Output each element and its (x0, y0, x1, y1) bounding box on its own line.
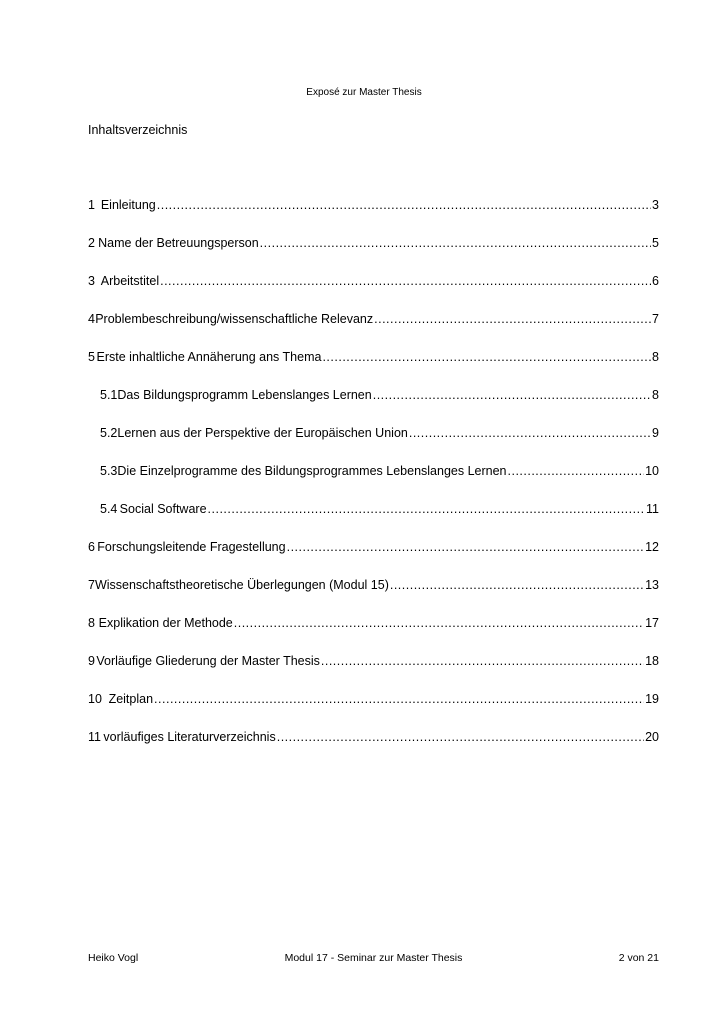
toc-entry-number: 10 (88, 692, 102, 706)
toc-entry[interactable] (100, 388, 659, 406)
toc-entry-number: 5.2 (100, 426, 118, 440)
toc-entry-number: 4 (88, 312, 95, 326)
toc-entry-number: 8 (88, 616, 95, 630)
toc-entry[interactable] (88, 578, 659, 596)
toc-entry[interactable] (88, 236, 659, 254)
toc-entry-number: 5.4 (100, 502, 118, 516)
toc-entry-label: Explikation der Methode (98, 616, 233, 630)
toc-entry-page: 7 (652, 312, 659, 326)
toc-entry-page: 20 (645, 730, 659, 744)
toc-entry-page: 13 (645, 578, 659, 592)
toc-entry-label: Arbeitstitel (100, 274, 160, 288)
toc-entry-label: vorläufiges Literaturverzeichnis (103, 730, 276, 744)
toc-entry-label: Wissenschaftstheoretische Überlegungen (Modul 15) (94, 578, 389, 592)
toc-entry-number: 11 (88, 730, 101, 744)
toc-entry[interactable] (88, 540, 659, 558)
toc-leader-dots (234, 616, 644, 630)
toc-entry-page: 8 (652, 388, 659, 402)
toc-leader-dots (154, 692, 644, 706)
toc-heading: Inhaltsverzeichnis (88, 123, 188, 137)
toc-entry-number: 7 (88, 578, 95, 592)
toc-entry-label: Name der Betreuungsperson (98, 236, 259, 250)
toc-entry-page: 11 (646, 502, 659, 516)
toc-entry-label: Das Bildungsprogramm Lebenslanges Lernen (117, 388, 372, 402)
toc-entry-page: 5 (652, 236, 659, 250)
toc-entry-label: Die Einzelprogramme des Bildungsprogrammes Lebenslanges Lernen (117, 464, 507, 478)
toc-leader-dots (277, 730, 644, 744)
toc-entry-label: Vorläufige Gliederung der Master Thesis (96, 654, 320, 668)
toc-entry-page: 17 (645, 616, 659, 630)
toc-leader-dots (160, 274, 651, 288)
toc-entry[interactable] (88, 616, 659, 634)
footer-page-number: 2 von 21 (618, 952, 659, 964)
toc-entry-label: Zeitplan (108, 692, 154, 706)
toc-entry[interactable] (88, 692, 659, 710)
page-header: Exposé zur Master Thesis (306, 87, 422, 98)
toc-entry-number: 3 (88, 274, 95, 288)
toc-entry[interactable] (88, 198, 659, 216)
toc-entry-label: Problembeschreibung/wissenschaftliche Relevanz (95, 312, 374, 326)
toc-entry-page: 12 (645, 540, 659, 554)
toc-entry[interactable] (100, 426, 659, 444)
toc-leader-dots (208, 502, 645, 516)
toc-leader-dots (287, 540, 645, 554)
toc-entry-number: 2 (88, 236, 95, 250)
toc-entry-number: 1 (88, 198, 95, 212)
toc-entry-number: 5 (88, 350, 95, 364)
toc-entry-page: 10 (645, 464, 659, 478)
toc-entry[interactable] (88, 654, 659, 672)
toc-entry-page: 6 (652, 274, 659, 288)
toc-entry-page: 18 (645, 654, 659, 668)
toc-entry[interactable] (100, 502, 659, 520)
toc-leader-dots (260, 236, 651, 250)
toc-entry[interactable] (88, 312, 659, 330)
toc-entry-label: Forschungsleitende Fragestellung (97, 540, 286, 554)
toc-leader-dots (321, 654, 644, 668)
toc-entry-page: 8 (652, 350, 659, 364)
toc-entry[interactable] (88, 274, 659, 292)
toc-leader-dots (373, 388, 651, 402)
toc-entry[interactable] (88, 730, 659, 748)
toc-entry[interactable] (100, 464, 659, 482)
toc-entry-number: 5.3 (100, 464, 118, 478)
toc-entry-label: Einleitung (100, 198, 156, 212)
toc-entry-label: Erste inhaltliche Annäherung ans Thema (96, 350, 322, 364)
toc-entry[interactable] (88, 350, 659, 368)
toc-entry-page: 9 (652, 426, 659, 440)
toc-leader-dots (409, 426, 651, 440)
toc-entry-number: 9 (88, 654, 95, 668)
toc-entry-label: Social Software (119, 502, 207, 516)
toc-entry-page: 3 (652, 198, 659, 212)
footer-center: Modul 17 - Seminar zur Master Thesis (284, 952, 463, 964)
toc-entry-number: 5.1 (100, 388, 118, 402)
toc-entry-number: 6 (88, 540, 95, 554)
toc-leader-dots (374, 312, 651, 326)
toc-leader-dots (157, 198, 651, 212)
toc-leader-dots (322, 350, 651, 364)
toc-entry-page: 19 (645, 692, 659, 706)
toc-entry-label: Lernen aus der Perspektive der Europäischen Union (117, 426, 408, 440)
toc-leader-dots (390, 578, 644, 592)
footer-author: Heiko Vogl (88, 952, 139, 964)
toc-leader-dots (508, 464, 645, 478)
